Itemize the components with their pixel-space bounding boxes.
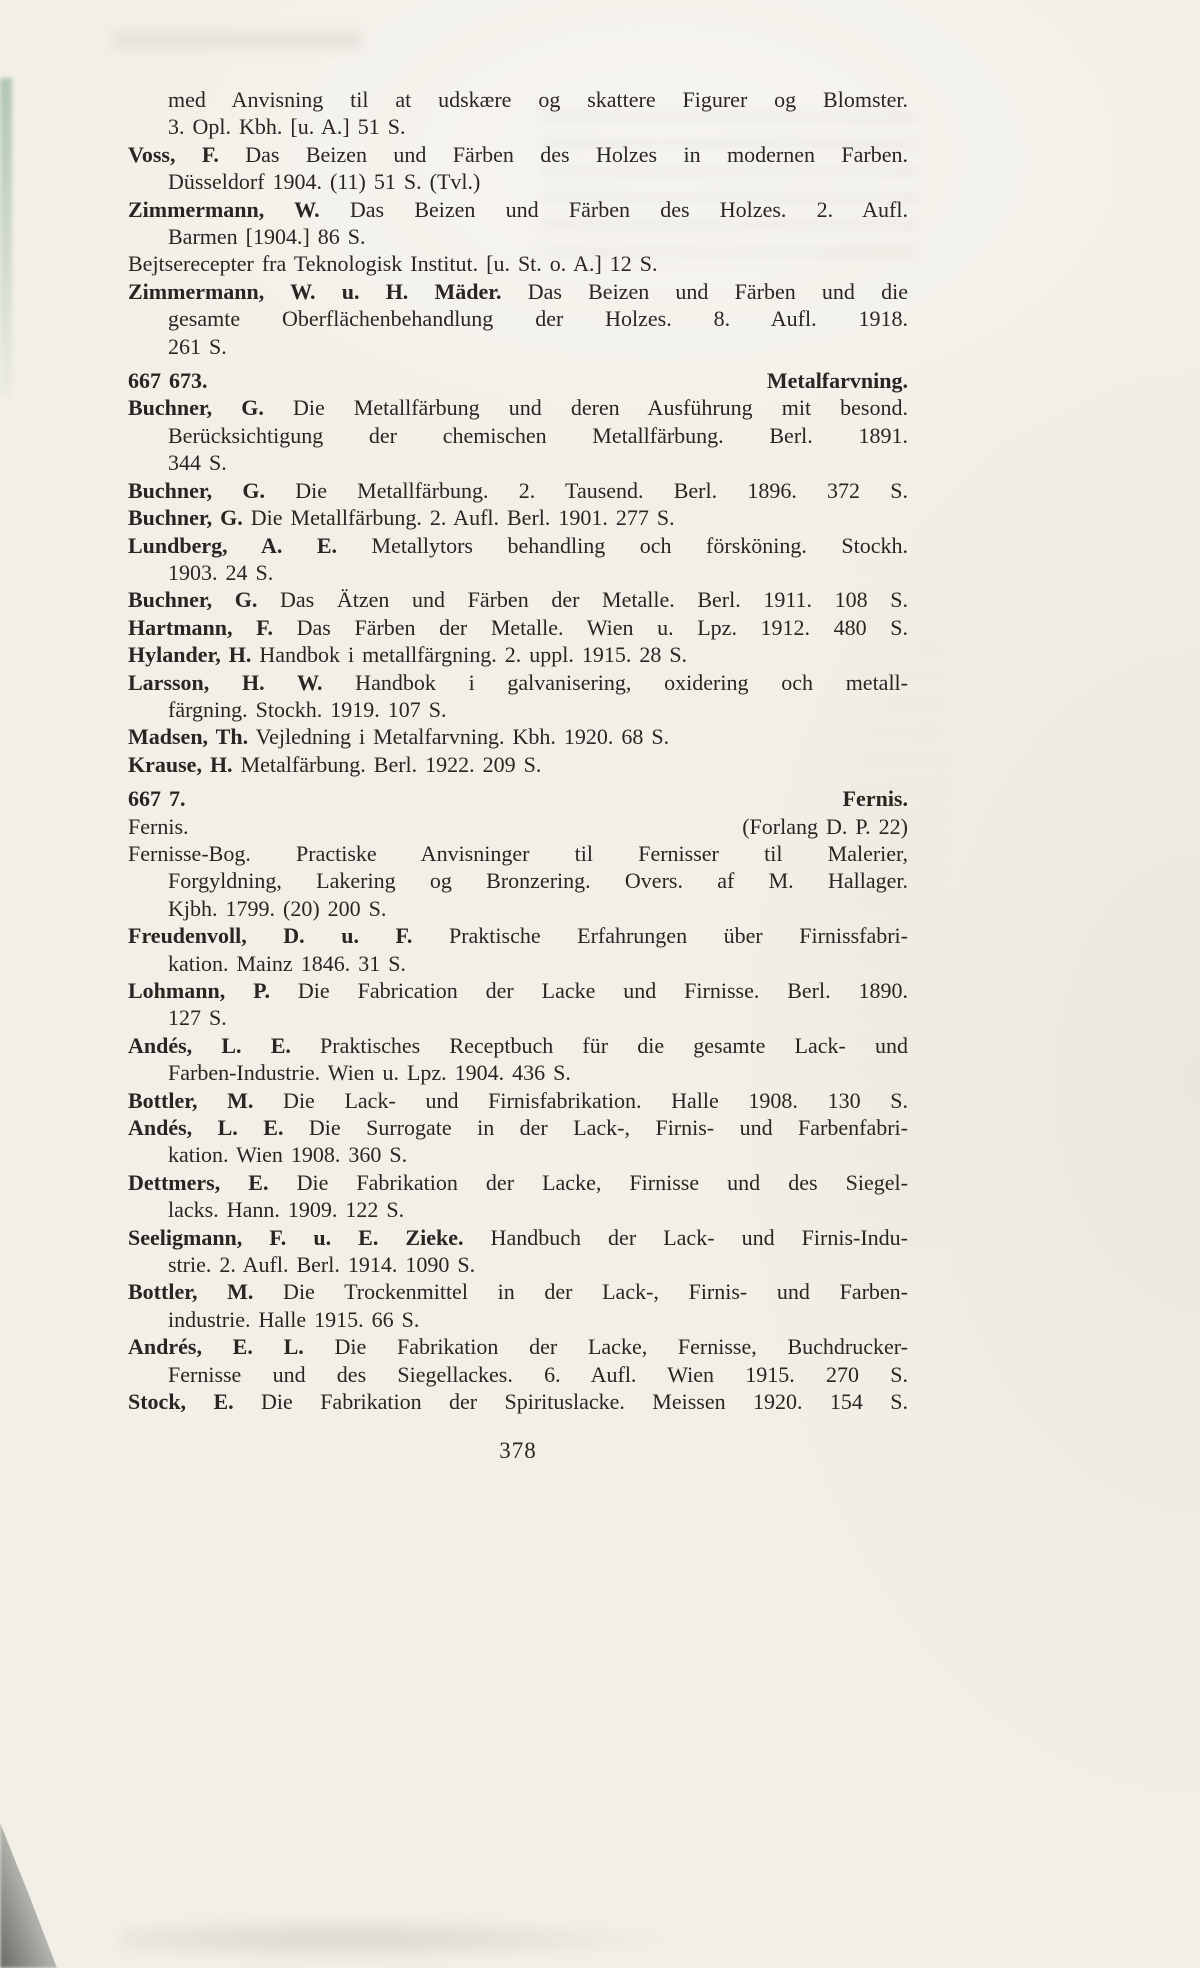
author-name: Buchner, G. [128,505,243,531]
text-line: 261 S. [168,333,227,359]
text-line: kation. Wien 1908. 360 S. [168,1142,408,1168]
text-line: Lohmann, P. Die Fabrication der Lacke und Firnisse. Berl. 1890. [128,978,909,1003]
text-line: Bejtserecepter fra Teknologisk Institut. [u. St. o. A.] 12 S. [128,251,658,277]
text-line: Berücksichtigung der chemischen Metallfärbung. Berl. 1891. [168,422,908,448]
text-line: Barmen [1904.] 86 S. [168,224,366,250]
author-name: Buchner, G. [128,587,258,613]
text-line: strie. 2. Aufl. Berl. 1914. 1090 S. [168,1252,476,1278]
bleedthrough-artifact [112,30,362,50]
text-line: Forgyldning, Lakering og Bronzering. Overs. af M. Hallager. [168,868,908,894]
page-number: 378 [499,1438,537,1463]
section-number: 667 673. [128,368,208,394]
author-name: Lohmann, P. [128,978,271,1003]
author-name: Lundberg, A. E. [128,532,338,558]
text-line: Larsson, H. W. Handbok i galvanisering, oxidering och metall- [128,669,908,695]
text-block [128,86,908,1416]
text-line: Madsen, Th. Vejledning i Metalfarvning. Kbh. 1920. 68 S. [128,724,670,750]
text-line: Andrés, E. L. Die Fabrikation der Lacke, Fernisse, Buchdrucker- [128,1334,908,1360]
text-line: industrie. Halle 1915. 66 S. [168,1306,420,1332]
author-name: Voss, F. [128,141,219,167]
section-heading [128,785,908,812]
text-line: Dettmers, E. Die Fabrikation der Lacke, Firnisse und des Siegel- [128,1169,908,1195]
text-line: 127 S. [168,1005,227,1031]
text-line: Bottler, M. Die Trockenmittel in der Lack-, Firnis- und Farben- [128,1279,908,1305]
text-line: Hartmann, F. Das Färben der Metalle. Wien u. Lpz. 1912. 480 S. [128,614,909,640]
author-name: Stock, E. [128,1389,234,1415]
author-name: Andés, L. E. [128,1032,291,1058]
section-title: Metalfarvning. [766,368,908,394]
text-line: gesamte Oberflächenbehandlung der Holzes. 8. Aufl. 1918. [168,306,908,332]
text-line: Freudenvoll, D. u. F. Praktische Erfahrungen über Firnissfabri- [128,923,908,949]
split-left-text: Fernis. [128,813,189,839]
author-name: Bottler, M. [128,1087,254,1113]
text-line: Düsseldorf 1904. (11) 51 S. (Tvl.) [168,169,481,195]
author-name: Larsson, H. W. [128,669,323,695]
author-name: Andrés, E. L. [128,1334,304,1360]
author-name: Zimmermann, W. u. H. Mäder. [128,278,502,304]
author-name: Bottler, M. [128,1279,254,1305]
text-line: 1903. 24 S. [168,559,274,585]
text-line: Zimmermann, W. Das Beizen und Färben des Holzes. 2. Aufl. [128,196,908,222]
text-line: färgning. Stockh. 1919. 107 S. [168,696,447,722]
text-line: Krause, H. Metalfärbung. Berl. 1922. 209 S. [128,751,542,777]
text-line: 3. Opl. Kbh. [u. A.] 51 S. [168,114,406,140]
section-title: Fernis. [842,786,908,812]
author-name: Krause, H. [128,751,233,777]
bleedthrough-artifact [120,1916,680,1962]
text-line: Buchner, G. Das Ätzen und Färben der Metalle. Berl. 1911. 108 S. [128,587,908,613]
section-heading [128,367,908,394]
text-line: Stock, E. Die Fabrikation der Spirituslacke. Meissen 1920. 154 S. [128,1389,908,1415]
section-number: 667 7. [128,786,186,812]
text-line: Farben-Industrie. Wien u. Lpz. 1904. 436 S. [168,1060,571,1086]
author-name: Hylander, H. [128,642,252,668]
text-line: med Anvisning til at udskære og skattere Figurer og Blomster. [168,87,908,112]
text-line: Andés, L. E. Praktisches Receptbuch für die gesamte Lack- und [128,1032,908,1058]
text-line: Bottler, M. Die Lack- und Firnisfabrikation. Halle 1908. 130 S. [128,1087,908,1113]
text-line: lacks. Hann. 1909. 122 S. [168,1197,405,1223]
text-line: Fernisse-Bog. Practiske Anvisninger til Fernisser til Malerier, [128,840,908,866]
text-line: kation. Mainz 1846. 31 S. [168,950,406,976]
page-edge-artifact [0,78,12,398]
split-line [128,813,908,840]
author-name: Buchner, G. [128,477,265,503]
author-name: Hartmann, F. [128,614,274,640]
split-right-text: (Forlang D. P. 22) [742,813,908,839]
author-name: Buchner, G. [128,395,264,421]
text-line: Buchner, G. Die Metallfärbung. 2. Aufl. Berl. 1901. 277 S. [128,505,675,531]
text-line: Fernisse und des Siegellackes. 6. Aufl. Wien 1915. 270 S. [168,1361,908,1387]
text-line: Zimmermann, W. u. H. Mäder. Das Beizen und Färben und die [128,278,908,304]
author-name: Seeligmann, F. u. E. Zieke. [128,1224,464,1250]
author-name: Dettmers, E. [128,1169,269,1195]
text-line: Voss, F. Das Beizen und Färben des Holzes in modernen Farben. [128,141,908,167]
text-line: 344 S. [168,450,227,476]
text-line: Buchner, G. Die Metallfärbung und deren Ausführung mit besond. [128,395,908,421]
text-line: Andés, L. E. Die Surrogate in der Lack-, Firnis- und Farbenfabri- [128,1115,908,1141]
author-name: Madsen, Th. [128,724,249,750]
text-line: Buchner, G. Die Metallfärbung. 2. Tausend. Berl. 1896. 372 S. [128,477,908,503]
author-name: Freudenvoll, D. u. F. [128,923,413,949]
corner-shadow-artifact [0,1803,95,1968]
author-name: Zimmermann, W. [128,196,320,222]
author-name: Andés, L. E. [128,1115,284,1141]
text-line: Seeligmann, F. u. E. Zieke. Handbuch der Lack- und Firnis-Indu- [128,1224,908,1250]
text-line: Kjbh. 1799. (20) 200 S. [168,895,387,921]
text-line: Lundberg, A. E. Metallytors behandling och försköning. Stockh. [128,532,908,558]
text-line: Hylander, H. Handbok i metallfärgning. 2. uppl. 1915. 28 S. [128,642,688,668]
